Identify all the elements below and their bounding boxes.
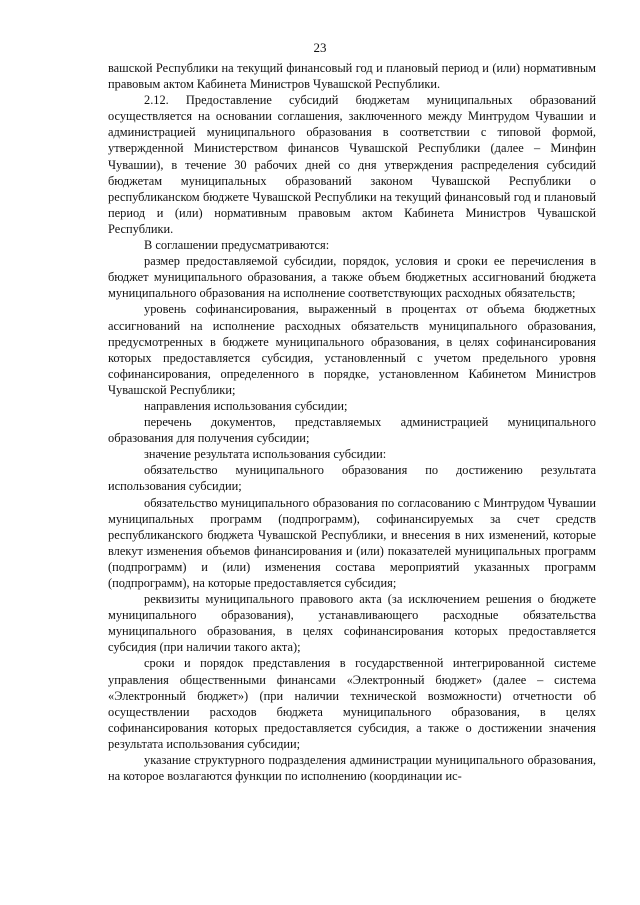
paragraph: реквизиты муниципального правового акта (за исключением решения о бюджете муниципального образования), устанавливающего расходные обязательства муниципального образования, в целях софинансирования которых предоставляется субсидия (при наличии такого акта); (108, 592, 596, 655)
paragraph: обязательство муниципального образования по достижению результата использования субсидии; (108, 463, 596, 494)
paragraph: уровень софинансирования, выраженный в процентах от объема бюджетных ассигнований на исполнение расходных обязательств муниципального образования, предусмотренных в бюджете муниципального образования, в целях софинансирования которых предоставляется субсидия, установленный с учетом предельного уровня софинансирования, определенного в порядке, установленном Кабинетом Министров Чувашской Республики; (108, 302, 596, 397)
paragraph: В соглашении предусматриваются: (144, 238, 330, 253)
document-body (108, 60, 596, 784)
paragraph: 2.12. Предоставление субсидий бюджетам муниципальных образований осуществляется на основании соглашения, заключенного между Минтрудом Чувашии и администрацией муниципального образования в соответствии с типовой формой, утвержденной Министерством финансов Чувашской Республики (далее – Минфин Чувашии), в течение 30 рабочих дней со дня утверждения распределения субсидий бюджетам муниципальных образований законом Чувашской Республики о республиканском бюджете Чувашской Республики на текущий финансовый год и плановый период и (или) нормативным правовым актом Кабинета Министров Чувашской Республики. (108, 93, 596, 236)
paragraph: перечень документов, представляемых администрацией муниципального образования для получения субсидии; (108, 415, 596, 446)
paragraph: размер предоставляемой субсидии, порядок, условия и сроки ее перечисления в бюджет муниципального образования, а также объем бюджетных ассигнований бюджета муниципального образования на исполнение соответствующих расходных обязательств; (108, 254, 596, 301)
paragraph: обязательство муниципального образования по согласованию с Минтрудом Чувашии муниципальных программ (подпрограмм), софинансируемых за счет средств республиканского бюджета Чувашской Республики, и внесения в них изменений, которые влекут изменения объемов финансирования и (или) показателей муниципальных программ (подпрограмм) и (или) изменения состава мероприятий указанных программ (подпрограмм), на которые предоставляется субсидия; (108, 495, 596, 590)
page-number: 23 (313, 40, 327, 55)
paragraph: сроки и порядок представления в государственной интегрированной системе управления общественными финансами «Электронный бюджет» (далее – система «Электронный бюджет») (при наличии технической возможности) отчетности об осуществлении расходов бюджета муниципального образования, в целях софинансирования которых предоставляется субсидия, а также о достижении значения результата использования субсидии; (108, 656, 596, 751)
paragraph: вашской Республики на текущий финансовый год и плановый период и (или) нормативным правовым актом Кабинета Министров Чувашской Республики. (108, 61, 596, 92)
paragraph: направления использования субсидии; (144, 398, 348, 413)
paragraph: указание структурного подразделения администрации муниципального образования, на которое возлагаются функции по исполнению (координации ис- (108, 753, 596, 784)
paragraph: значение результата использования субсидии: (144, 447, 387, 462)
